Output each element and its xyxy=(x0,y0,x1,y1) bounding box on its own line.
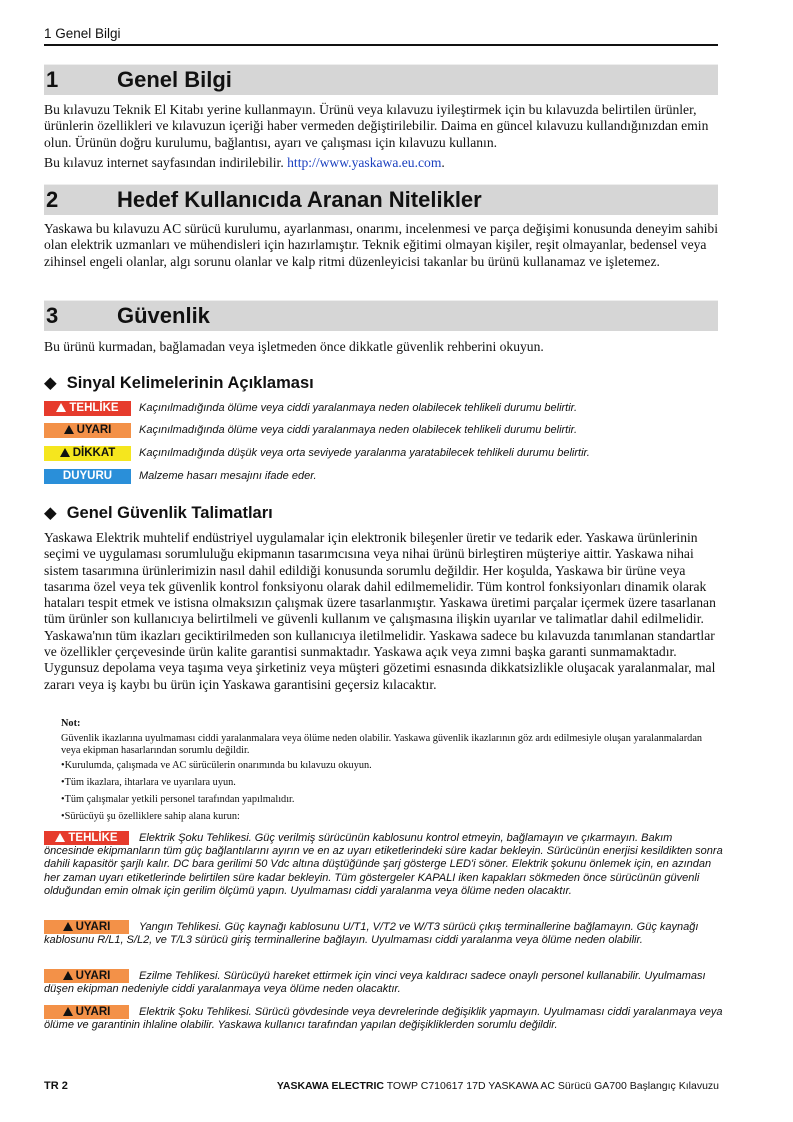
download-period: . xyxy=(441,155,445,170)
note-bullet: •Kurulumda, çalışmada ve AC sürücülerin onarımında bu kılavuzu okuyun. xyxy=(61,760,372,771)
warning-text: Yangın Tehlikesi. Güç kaynağı kablosunu U/T1, V/T2 ve W/T3 sürücü çıkış terminallerine bağlamayın. Güç kaynağı kablosunu R/L1, S/L2, ve T/L3 sürücü giriş terminallerine bağlayın. Uyulmaması ciddi yaralanma veya ölüme neden olabilir. xyxy=(44,921,699,947)
warning-badge: UYARI xyxy=(44,969,129,983)
section-number: 3 xyxy=(46,303,59,328)
section-1-paragraph-1: Bu kılavuzu Teknik El Kitabı yerine kullanmayın. Ürünü veya kılavuzu iyileştirmek için bu kılavuzda belirtilen ürünler, ürünlerin özellikleri ve kılavuzun içeriği haber vermeden değiştirilebilir. Daima en güncel kılavuzu kullandığınızdan emin olun. Ürünün doğru kurulumu, bağlantısı, ayarı ve çalışması için kılavuzu kullanın. xyxy=(44,102,709,150)
warning-electric-shock-1 xyxy=(44,831,724,898)
signal-description: Kaçınılmadığında ölüme veya ciddi yaralanmaya neden olabilecek tehlikeli durumu belirtir. xyxy=(139,424,577,436)
note-bullet: •Sürücüyü şu özelliklere sahip alana kurun: xyxy=(61,811,240,822)
signal-description: Malzeme hasarı mesajını ifade eder. xyxy=(139,470,317,482)
warning-triangle-icon xyxy=(64,425,74,434)
warning-triangle-icon xyxy=(60,448,70,457)
section-title: Genel Bilgi xyxy=(117,67,232,92)
note-block xyxy=(61,718,711,823)
section-3-heading xyxy=(44,300,718,331)
caution-badge: DİKKAT xyxy=(44,446,131,461)
signal-description: Kaçınılmadığında düşük veya orta seviyede yaralanma yaratabilecek tehlikeli durumu belirtir. xyxy=(139,447,590,459)
signal-words-heading xyxy=(44,373,314,393)
warning-triangle-icon xyxy=(56,403,66,412)
warning-fire xyxy=(44,920,724,947)
danger-badge: TEHLİKE xyxy=(44,831,129,845)
note-intro: Güvenlik ikazlarına uyulmaması ciddi yaralanmalara veya ölüme neden olabilir. Yaskawa güvenlik ikazlarının göz ardı edilmesiyle oluşan yaralanmalardan veya ekipman hasarlarından sorumlu değildir. xyxy=(61,733,703,756)
section-number: 2 xyxy=(46,187,59,212)
general-safety-paragraph: Yaskawa Elektrik muhtelif endüstriyel uygulamalar için elektronik bileşenler üretir ve tedarik eder. Yaskawa ürünlerinin seçimi ve uygulaması sorumluluğu ekipmanın tasarımcısına veya nihai ürünü birleştiren müşteriye aittir. Yaskawa nihai sistem tasarımına ürünlerimizin nasıl dahil edildiği konusunda sorumlu değildir. Her koşulda, Yaskawa bir ürüne veya tasarıma özel veya tek güvenlik kontrol fonksiyonu olarak dahil edilmemelidir. Tüm kontrol fonksiyonları dinamik olarak hataları tespit etmek ve istisna olmaksızın çalışmak üzere tasarlanmıştır. Yaskawa üretimi parçalar içermek üzere tasarlanan tüm ürünler son kullanıcıya belirtilmeli ve güvenli kullanım ve çalışmasına ilişkin uyarılar ve talimatlar dahil edilmelidir. Yaskawa'nın tüm ikazları geciktirilmeden son kullanıcıya iletilmelidir. Yaskawa sadece bu kılavuzda tanımlanan standartlar ve özellikler çerçevesinde ürün kalite garantisi sunmaktadır. Yaskawa açık veya zımni başka garanti sunmamaktadır. Uygunsuz depolama veya taşıma veya şirketiniz veya müşteri gözetimi esnasında dikkatsizlikle oluşacak yaralanmalar, mal zararı veya iş kaybı bu ürün için Yaskawa garantisini geçersiz kılacaktır. xyxy=(44,530,716,692)
general-safety-heading xyxy=(44,503,273,523)
warning-badge: UYARI xyxy=(44,1005,129,1019)
warning-electric-shock-2 xyxy=(44,1005,724,1032)
note-bullet: •Tüm ikazlara, ihtarlara ve uyarılara uyun. xyxy=(61,777,236,788)
footer-brand: YASKAWA ELECTRIC xyxy=(276,1080,384,1092)
footer-doc-info xyxy=(277,1080,719,1092)
section-1-heading xyxy=(44,64,718,95)
notice-badge: DUYURU xyxy=(44,469,131,484)
diamond-bullet-icon: ◆ xyxy=(44,504,57,522)
diamond-bullet-icon: ◆ xyxy=(44,374,57,392)
note-title: Not: xyxy=(61,718,81,729)
danger-badge: TEHLİKE xyxy=(44,401,131,416)
subheading-text: Genel Güvenlik Talimatları xyxy=(66,504,273,522)
warning-text: Ezilme Tehlikesi. Sürücüyü hareket ettirmek için vinci veya kaldıracı sadece onaylı personel kullanabilir. Uyulmaması düşen ekipman nedeniyle ciddi yaralanmaya veya ölüme neden olacaktır. xyxy=(44,970,706,996)
warning-triangle-icon xyxy=(63,922,73,931)
footer-doc-title: TOWP C710617 17D YASKAWA AC Sürücü GA700 Başlangıç Kılavuzu xyxy=(383,1080,719,1092)
warning-triangle-icon xyxy=(63,1007,73,1016)
warning-badge: UYARI xyxy=(44,920,129,934)
section-3-intro: Bu ürünü kurmadan, bağlamadan veya işletmeden önce dikkatle güvenlik rehberini okuyun. xyxy=(44,339,544,354)
website-link[interactable]: http://www.yaskawa.eu.com xyxy=(287,155,442,170)
section-2-heading xyxy=(44,184,718,215)
subheading-text: Sinyal Kelimelerinin Açıklaması xyxy=(66,374,314,392)
page-number: TR 2 xyxy=(44,1080,68,1092)
download-text: Bu kılavuz internet sayfasından indirilebilir. xyxy=(44,155,288,170)
note-bullet: •Tüm çalışmalar yetkili personel tarafından yapılmalıdır. xyxy=(61,794,295,805)
section-title: Hedef Kullanıcıda Aranan Nitelikler xyxy=(117,187,482,212)
warning-crush xyxy=(44,969,724,996)
warning-triangle-icon xyxy=(55,833,65,842)
warning-text: Elektrik Şoku Tehlikesi. Güç verilmiş sürücünün kablosunu kontrol etmeyin, bağlamayın ve çıkarmayın. Bakım öncesinde ekipmanların tüm güç bağlantılarını ayırın ve en az uyarı etiketlerindeki süre kadar bekleyin. Sürücünün enerjisi kesildikten sonra dahili kapasitör şarjlı kalır. DC bara gerilimi 50 Vdc altına düştüğünde şarj gösterge LED'i söner. Elektrik şokunu önlemek için, en azından her zaman uyarı etiketlerinde belirtilen süre kadar bekleyin. Tüm göstergeler KAPALI iken kapakları sökmeden önce sürücünün güvenli olduğundan emin olmak için gerilim ölçümü yapın. Uyulmaması ciddi yaralanma veya ölüme neden olacaktır. xyxy=(44,832,723,897)
section-2-paragraph: Yaskawa bu kılavuzu AC sürücü kurulumu, ayarlanması, onarımı, incelenmesi ve parça değişimi konusunda deneyim sahibi olan elektrik uzmanları ve mühendisleri için hazırlamıştır. Teknik eğitimi olmayan kişiler, reşit olmayanlar, bedensel veya zihinsel engeli olanlar, algı sorunu olanlar ve kalp ritmi düzenleyicisi takanlar bu ürünü kullanamaz ve işletemez. xyxy=(44,221,719,269)
signal-description: Kaçınılmadığında ölüme veya ciddi yaralanmaya neden olabilecek tehlikeli durumu belirtir. xyxy=(139,402,577,414)
warning-badge: UYARI xyxy=(44,423,131,438)
section-title: Güvenlik xyxy=(117,303,210,328)
section-number: 1 xyxy=(46,67,59,92)
warning-text: Elektrik Şoku Tehlikesi. Sürücü gövdesinde veya devrelerinde değişiklik yapmayın. Uyulmaması ciddi yaralanmaya veya ölüme ve garantinin ihlaline olabilir. Yaskawa kullanıcı tarafından yapılan değişikliklerden sorumlu değildir. xyxy=(44,1006,723,1032)
warning-triangle-icon xyxy=(63,971,73,980)
running-head: 1 Genel Bilgi xyxy=(44,26,121,41)
header-rule xyxy=(44,44,718,46)
section-1-paragraph-2 xyxy=(44,155,724,171)
